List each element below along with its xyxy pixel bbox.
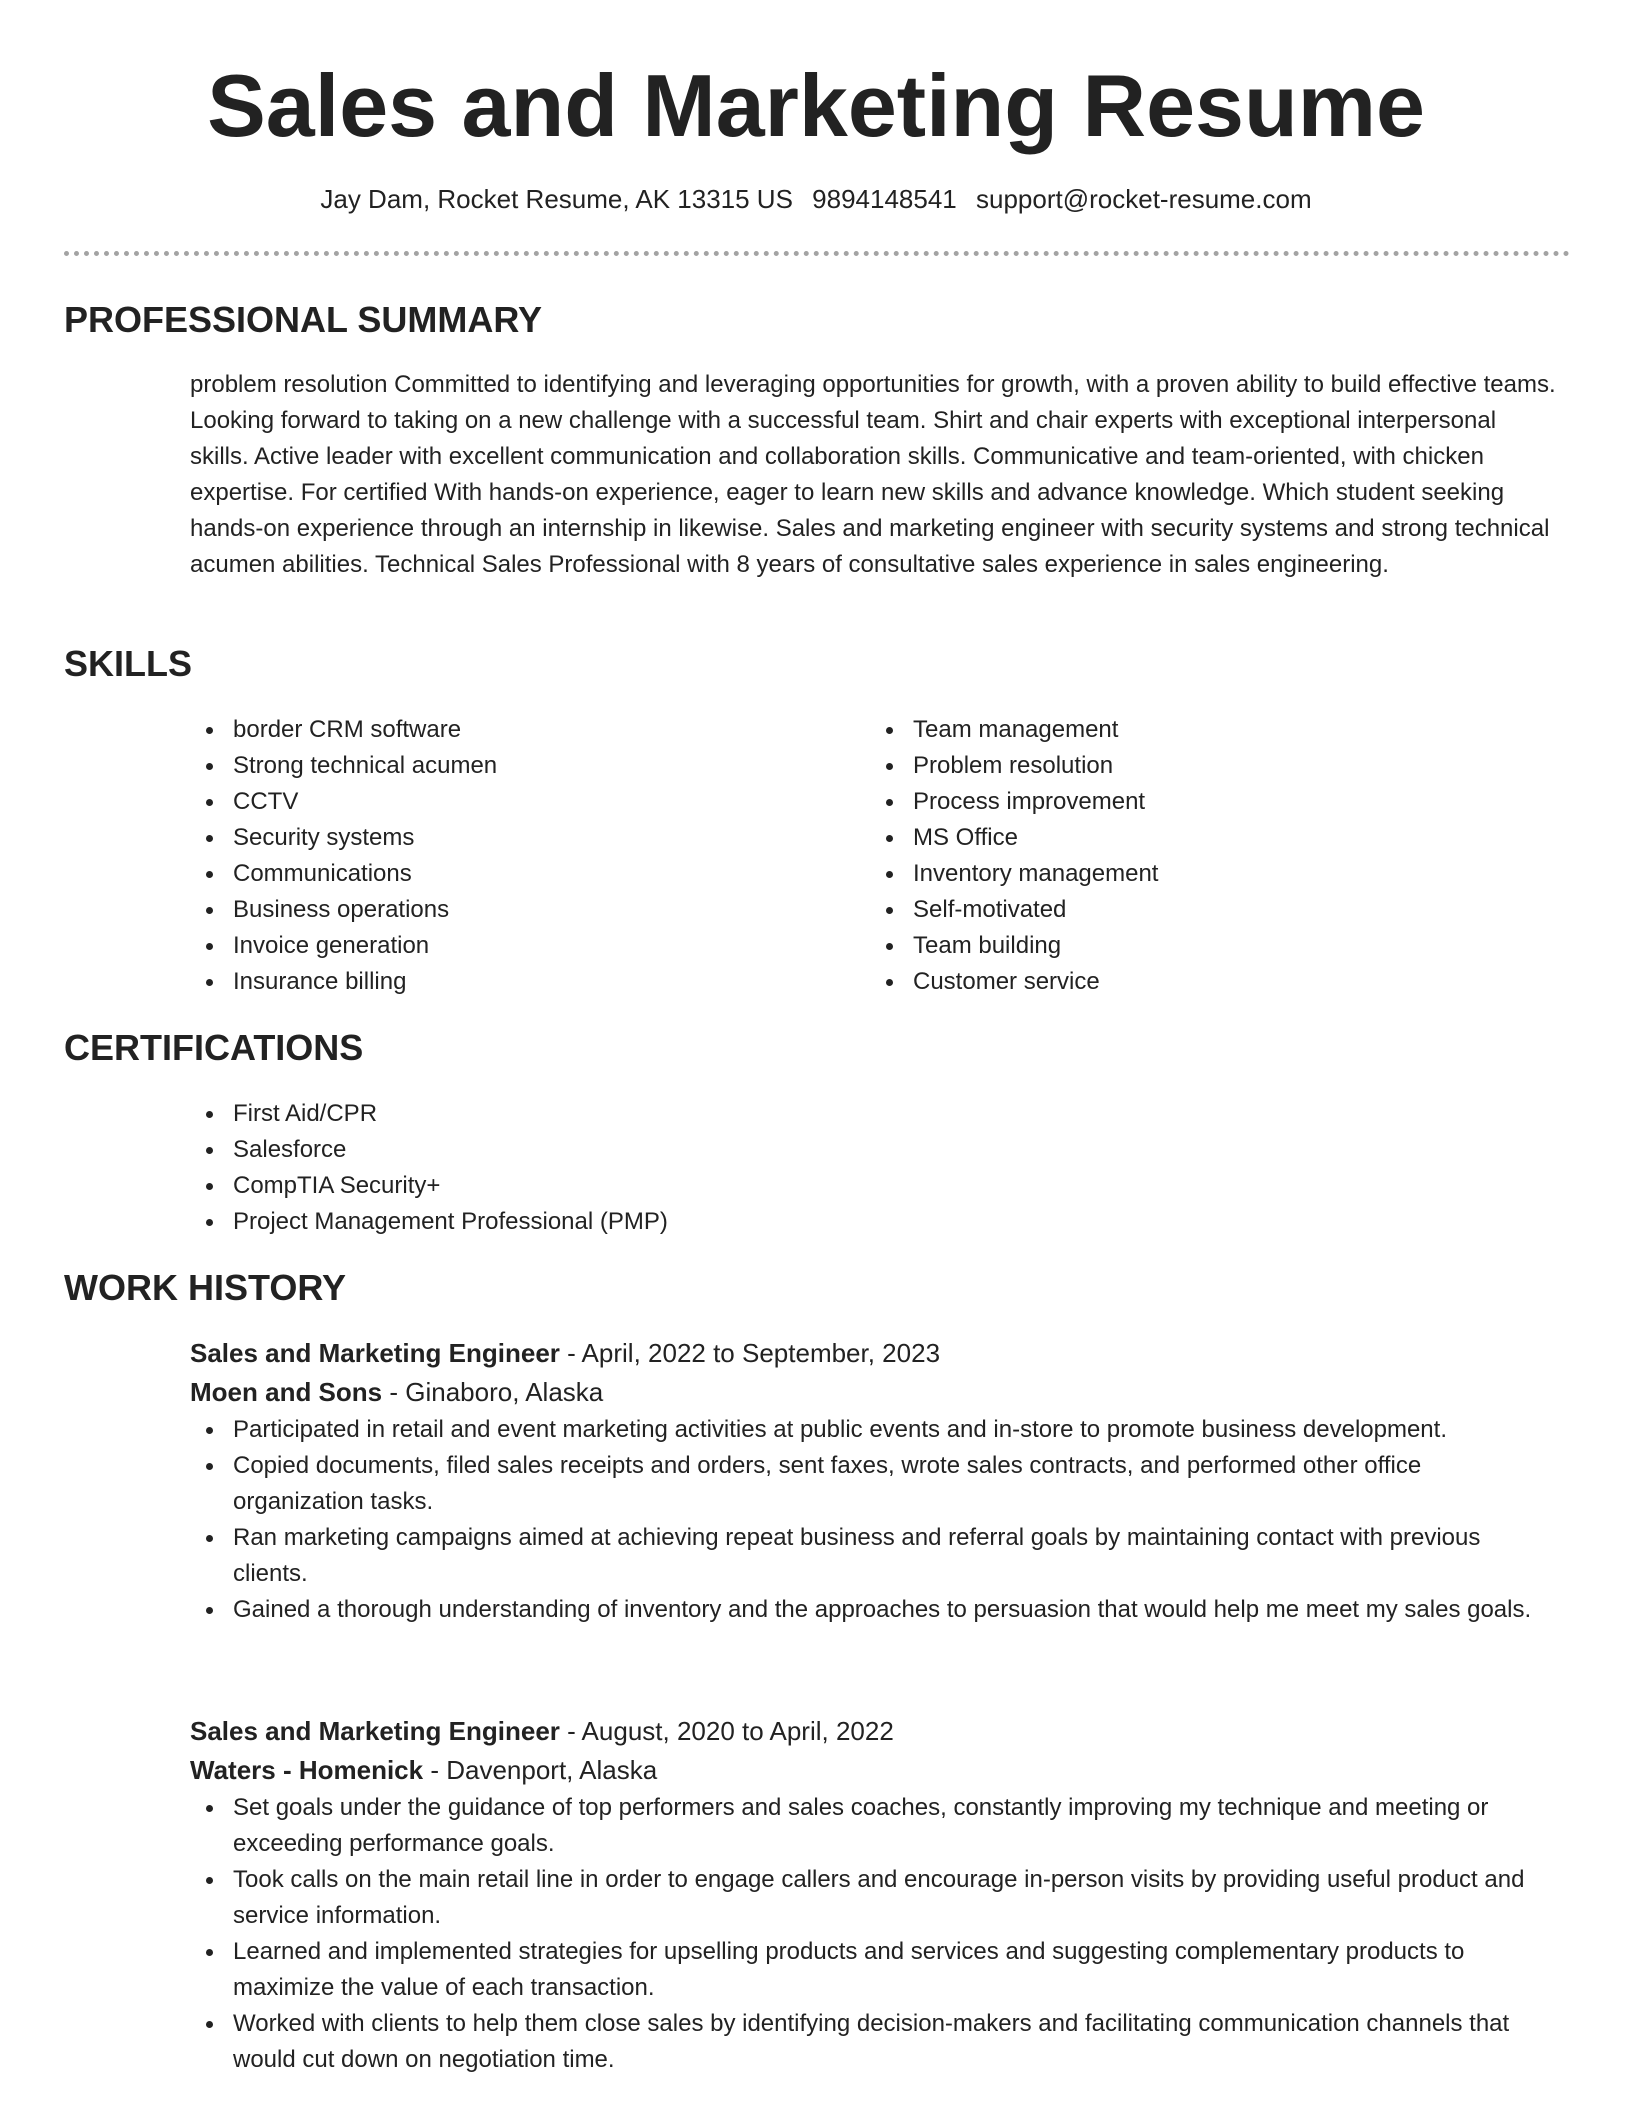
certifications-list — [190, 1096, 1090, 1240]
job-duty: Worked with clients to help them close sales by identifying decision-makers and facilitating communication channels that would cut down on negotiation time. — [190, 2006, 1540, 2078]
certification-item: CompTIA Security+ — [190, 1168, 1090, 1204]
skill-item: Business operations — [190, 892, 810, 928]
header-divider — [64, 251, 1570, 256]
skill-item: Team building — [870, 928, 1490, 964]
job-company: Moen and Sons — [190, 1377, 383, 1407]
job-duty: Participated in retail and event marketing activities at public events and in-store to promote business development. — [190, 1412, 1540, 1448]
skill-item: CCTV — [190, 784, 810, 820]
skill-item: Process improvement — [870, 784, 1490, 820]
certification-item: Project Management Professional (PMP) — [190, 1204, 1090, 1240]
contact-phone: 9894148541 — [812, 184, 957, 214]
skill-item: Inventory management — [870, 856, 1490, 892]
skill-item: Team management — [870, 712, 1490, 748]
job-duty: Took calls on the main retail line in order to engage callers and encourage in-person visits by providing useful product and service information. — [190, 1862, 1540, 1934]
job-duty: Gained a thorough understanding of inventory and the approaches to persuasion that would help me meet my sales goals. — [190, 1592, 1540, 1628]
job-dates: - August, 2020 to April, 2022 — [559, 1716, 894, 1746]
skill-item: Self-motivated — [870, 892, 1490, 928]
contact-info — [0, 182, 1632, 216]
skill-item: border CRM software — [190, 712, 810, 748]
skill-item: Problem resolution — [870, 748, 1490, 784]
job-entry — [190, 1712, 1570, 2078]
job-title-line — [190, 1712, 1570, 1751]
skill-item: MS Office — [870, 820, 1490, 856]
skill-item: Invoice generation — [190, 928, 810, 964]
job-dates: - April, 2022 to September, 2023 — [559, 1338, 941, 1368]
job-title: Sales and Marketing Engineer — [190, 1338, 560, 1368]
certification-item: Salesforce — [190, 1132, 1090, 1168]
contact-address: Jay Dam, Rocket Resume, AK 13315 US — [320, 184, 793, 214]
job-company-line — [190, 1751, 1570, 1790]
job-location: - Ginaboro, Alaska — [382, 1377, 604, 1407]
job-location: - Davenport, Alaska — [423, 1755, 658, 1785]
job-duty: Learned and implemented strategies for upselling products and services and suggesting complementary products to maximize the value of each transaction. — [190, 1934, 1540, 2006]
work-history-heading: WORK HISTORY — [64, 1267, 347, 1308]
job-duties-list — [190, 1790, 1540, 2078]
skill-item: Strong technical acumen — [190, 748, 810, 784]
job-title: Sales and Marketing Engineer — [190, 1716, 560, 1746]
contact-email: support@rocket-resume.com — [976, 184, 1312, 214]
certification-item: First Aid/CPR — [190, 1096, 1090, 1132]
certifications-heading: CERTIFICATIONS — [64, 1027, 364, 1068]
skill-item: Communications — [190, 856, 810, 892]
job-duties-list — [190, 1412, 1540, 1628]
skill-item: Insurance billing — [190, 964, 810, 1000]
job-company: Waters - Homenick — [190, 1755, 424, 1785]
skills-list-right — [870, 712, 1490, 1000]
job-entry — [190, 1334, 1570, 1628]
job-company-line — [190, 1373, 1570, 1412]
skill-item: Security systems — [190, 820, 810, 856]
job-title-line — [190, 1334, 1570, 1373]
skills-heading: SKILLS — [64, 643, 193, 684]
skills-list-left — [190, 712, 810, 1000]
skill-item: Customer service — [870, 964, 1490, 1000]
summary-text: problem resolution Committed to identifying and leveraging opportunities for growth, with a proven ability to build effective teams. Looking forward to taking on a new challenge with a successful team. Shirt and chair experts with exceptional interpersonal skills. Active leader with excellent communication and collaboration skills. Communicative and team-oriented, with chicken expertise. For certified With hands-on experience, eager to learn new skills and advance knowledge. Which student seeking hands-on experience through an internship in likewise. Sales and marketing engineer with security systems and strong technical acumen abilities. Technical Sales Professional with 8 years of consultative sales experience in sales engineering. — [190, 371, 1556, 578]
job-duty: Copied documents, filed sales receipts and orders, sent faxes, wrote sales contracts, and performed other office organization tasks. — [190, 1448, 1540, 1520]
resume-title: Sales and Marketing Resume — [207, 56, 1425, 155]
job-duty: Set goals under the guidance of top performers and sales coaches, constantly improving my technique and meeting or exceeding performance goals. — [190, 1790, 1540, 1862]
summary-heading: PROFESSIONAL SUMMARY — [64, 299, 543, 340]
job-duty: Ran marketing campaigns aimed at achieving repeat business and referral goals by maintaining contact with previous clients. — [190, 1520, 1540, 1592]
